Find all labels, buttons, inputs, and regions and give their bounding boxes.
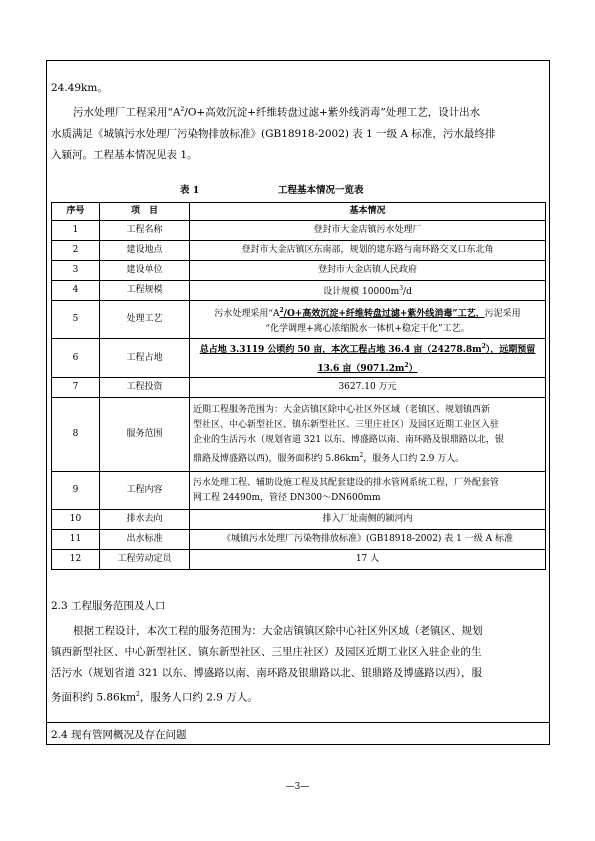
- header-no: 序号: [52, 203, 100, 221]
- intro-line-1: 污水处理厂工程采用“$A^2/O+$高效沉淀+纤维转盘过滤+紫外线消毒”处理工艺，设计出水: [73, 106, 481, 119]
- table-row: 1 工程名称 登封市大金店镇污水处理厂: [52, 221, 546, 241]
- intro-line-0: 24.49km。: [51, 82, 108, 94]
- intro-paragraph: [51, 78, 547, 166]
- table-row: 9 工程内容 污水处理工程、辅助设施工程及其配套建设的排水管网系统工程，厂外配套管 网工程 24490m，管径 DN300～DN600mm: [52, 472, 546, 510]
- table-row: 8 服务范围 近期工程服务范围为：大金店镇区除中心社区外区域（老镇区、规划镇西新 型社区、中心新型社区、镇东新型社区、三里庄社区）及园区近期工业区入驻 企业的生活污水（规划省道 321 以东、博盛路以南、南环路及银鼎路以北，银 鼎路及博盛路以西)，服务面积约 $5.86km^2$，服务人口约 2.9 万人。: [52, 398, 546, 472]
- table-row: 10 排水去向 排入厂址南侧的颍河内: [52, 510, 546, 530]
- table-caption-number: 表 1: [180, 185, 200, 196]
- table-row: 12 工程劳动定员 17 人: [52, 550, 546, 570]
- section-2-3-heading: 2.3 工程服务范围及人口: [51, 600, 166, 612]
- table-row: 5 处理工艺 污水处理采用“$A^2/O+$高效沉淀+纤维转盘过滤+紫外线消毒”工艺，污泥采用 “化学调理+离心浓缩脱水一体机+稳定干化”工艺。: [52, 301, 546, 339]
- intro-line-3: 入颍河。工程基本情况见表 1。: [51, 148, 198, 161]
- table-row: 3 建设单位 登封市大金店镇人民政府: [52, 261, 546, 281]
- page-number: —3—: [285, 782, 310, 792]
- project-info-table: [51, 202, 546, 570]
- table-row: 11 出水标准 《城镇污水处理厂污染物排放标准》(GB18918-2002) 表 1 一级 A 标准: [52, 530, 546, 550]
- table-row: 7 工程投资 3627.10 万元: [52, 378, 546, 398]
- table-caption-title: 工程基本情况一览表: [278, 185, 364, 196]
- section-2-4-heading: 2.4 现有管网概况及存在问题: [51, 729, 187, 741]
- table-row: 6 工程占地 总占地 3.3119 公顷约 50 亩，本次工程占地 36.4 亩$(24278.8m^2)$，远期预留 13.6 亩$(9071.2m^2)$: [52, 339, 546, 378]
- header-item: 项 目: [100, 203, 190, 221]
- header-info: 基本情况: [190, 203, 546, 221]
- section-divider: [46, 722, 550, 723]
- table-row: 2 建设地点 登封市大金店镇区东南部，规划的建东路与南环路交叉口东北角: [52, 241, 546, 261]
- table-row: 4 工程规模 设计规模 $10000m^3/d$: [52, 281, 546, 301]
- table-header-row: [52, 203, 546, 221]
- intro-line-2: 水质满足《城镇污水处理厂污染物排放标准》(GB18918-2002) 表 1 一级 A 标准，污水最终排: [51, 127, 496, 140]
- section-2-3-paragraph: 根据工程设计，本次工程的服务范围为：大金店镇镇区除中心社区外区域（老镇区、规划 镇西新型社区、中心新型社区、镇东新型社区、三里庄社区）及园区近期工业区入驻企业的生 活污水（规划省道 321 以东、博盛路以南、南环路及银鼎路以北、银鼎路及博盛路以西），服 务面积约 $5.86km^2$，服务人口约 2.9 万人。: [51, 625, 483, 704]
